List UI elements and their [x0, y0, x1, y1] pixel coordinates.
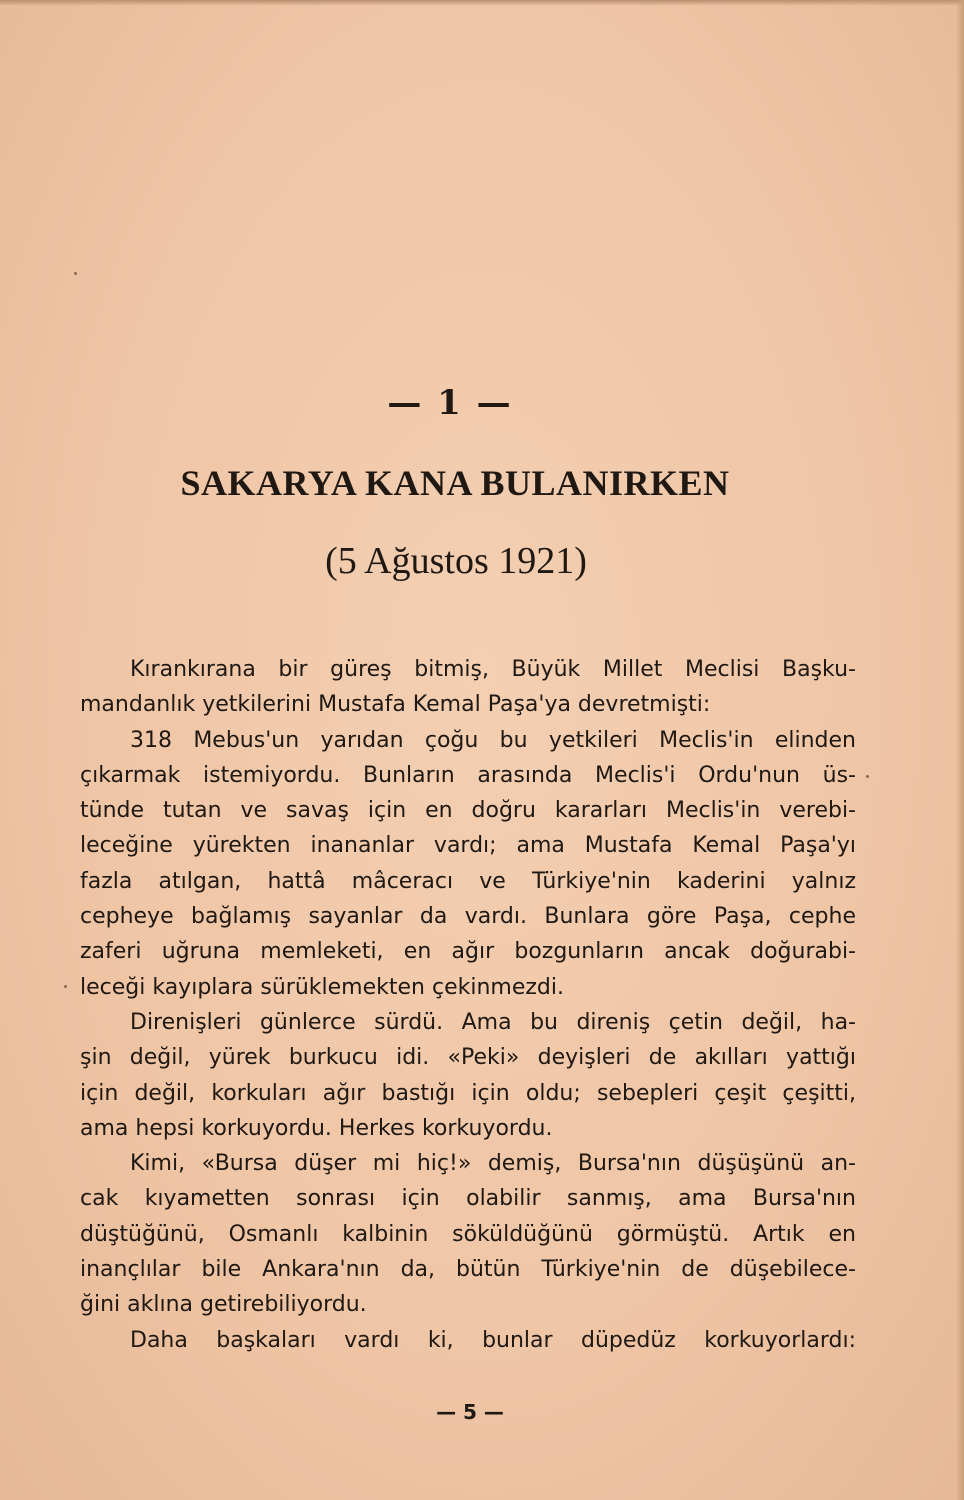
text-line: leceğine yürekten inananlar vardı; ama Mustafa Kemal Paşa'yı [80, 833, 856, 859]
paper-speck [74, 272, 77, 275]
text-line: Kırankırana bir güreş bitmiş, Büyük Millet Meclisi Başku- [130, 657, 856, 682]
chapter-number: — 1 — [387, 383, 513, 423]
page-right-edge [956, 0, 964, 1500]
text-line: mandanlık yetkilerini Mustafa Kemal Paşa'ya devretmişti: [80, 692, 711, 718]
text-line: inançlılar bile Ankara'nın da, bütün Türkiye'nin de düşebilece- [80, 1257, 856, 1283]
text-line: Daha başkaları vardı ki, bunlar düpedüz korkuyorlardı: [130, 1327, 856, 1353]
body-text [80, 652, 856, 1358]
text-line: düştüğünü, Osmanlı kalbinin söküldüğünü görmüştü. Artık en [80, 1221, 856, 1247]
text-line: cepheye bağlamış sayanlar da vardı. Bunlara göre Paşa, cephe [80, 904, 856, 930]
text-line: Kimi, «Bursa düşer mi hiç!» demiş, Bursa'nın düşüşünü an- [130, 1151, 856, 1177]
text-line: tünde tutan ve savaş için en doğru kararları Meclis'in verebi- [80, 798, 856, 824]
text-line: şin değil, yürek burkucu idi. «Peki» deyişleri de akılları yattığı [80, 1045, 856, 1071]
text-line: 318 Mebus'un yarıdan çoğu bu yetkileri Meclis'in elinden [130, 727, 856, 753]
text-line: fazla atılgan, hattâ mâceracı ve Türkiye'nin kaderini yalnız [80, 868, 856, 894]
text-line: ğini aklına getirebiliyordu. [80, 1292, 367, 1318]
chapter-title: SAKARYA KANA BULANIRKEN [180, 463, 730, 503]
page-top-edge [0, 0, 964, 6]
text-line: Direnişleri günlerce sürdü. Ama bu direniş çetin değil, ha- [130, 1009, 856, 1035]
text-line: leceği kayıplara sürüklemekten çekinmezdi. [80, 974, 564, 1000]
text-line: cak kıyametten sonrası için olabilir sanmış, ama Bursa'nın [80, 1186, 856, 1212]
chapter-date: (5 Ağustos 1921) [325, 540, 587, 582]
text-line: çıkarmak istemiyordu. Bunların arasında Meclis'i Ordu'nun üs- [80, 762, 856, 788]
paper-speck [64, 985, 67, 988]
text-line: zaferi uğruna memleketi, en ağır bozgunların ancak doğurabi- [80, 939, 856, 965]
text-line: ama hepsi korkuyordu. Herkes korkuyordu. [80, 1115, 553, 1141]
text-line: için değil, korkuları ağır bastığı için oldu; sebepleri çeşit çeşitti, [80, 1080, 856, 1106]
paper-speck [866, 775, 869, 778]
page-number: — 5 — [436, 1400, 504, 1424]
